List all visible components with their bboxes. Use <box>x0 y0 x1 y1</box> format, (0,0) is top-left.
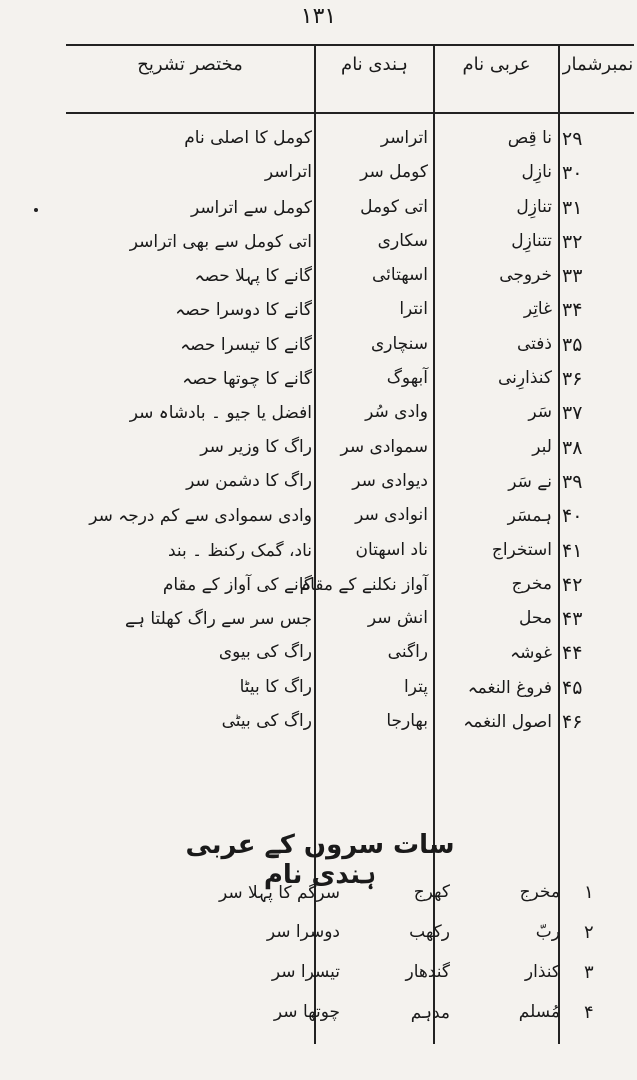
cell-hindi: ناد اسھتان <box>355 539 428 560</box>
table-row <box>0 673 637 707</box>
cell-hindi: سکاری <box>377 230 428 251</box>
cell-description: راگ کی بیوی <box>218 642 312 663</box>
page-number: ۱۳۱ <box>300 4 337 29</box>
cell-arabic: غوشہ <box>510 643 552 664</box>
header-description: مختصر تشریح <box>137 54 243 75</box>
cell-arabic: تنازِل <box>516 196 552 217</box>
table-row <box>0 124 637 158</box>
cell-description: جس سر سے راگ کھلتا ہے <box>125 609 312 630</box>
cell-serial: ۳۲ <box>562 230 583 253</box>
cell-description: راگ کا دشمن سر <box>186 470 312 491</box>
table-row <box>0 570 637 604</box>
cell-description: راگ کا وزیر سر <box>200 436 312 457</box>
table-body <box>0 124 637 741</box>
cell-description: اتی کومل سے بھی اتراسر <box>129 231 312 252</box>
cell-hindi: دیوادی سر <box>352 470 428 491</box>
table-row <box>0 536 637 570</box>
cell-arabic: نازِل <box>521 162 552 183</box>
table-header-rule <box>66 112 634 114</box>
cell-hindi: کومل سر <box>360 162 428 183</box>
cell-description: اتراسر <box>264 162 312 183</box>
cell-hindi: مدہم <box>410 1003 450 1023</box>
cell-serial: ۳۹ <box>562 470 583 493</box>
table-row <box>0 876 637 916</box>
cell-arabic: مُسلم <box>518 1002 560 1022</box>
cell-serial: ۴۴ <box>562 642 583 665</box>
cell-arabic: ہمسَر <box>507 506 552 527</box>
cell-hindi: پترا <box>404 676 428 697</box>
cell-description: گانے کی آواز کے مقام <box>162 574 312 595</box>
cell-description: گانے کا چوتھا حصہ <box>182 369 312 390</box>
cell-serial: ۳۱ <box>562 196 583 219</box>
cell-description: دوسرا سر <box>266 922 340 942</box>
cell-arabic: ذفتی <box>517 333 552 354</box>
table-row <box>0 707 637 741</box>
cell-hindi: سنچاری <box>370 333 428 354</box>
cell-serial: ۲ <box>584 922 594 943</box>
cell-serial: ۳۰ <box>562 162 583 185</box>
cell-arabic: مخرج <box>519 882 560 902</box>
table-row <box>0 501 637 535</box>
cell-arabic: نا قِص <box>507 128 552 148</box>
cell-hindi: اتی کومل <box>360 196 428 217</box>
cell-arabic: فروغ النغمہ <box>467 677 552 698</box>
cell-serial: ۳۵ <box>562 333 583 356</box>
header-arabic-name: عربی نام <box>462 54 531 75</box>
cell-serial: ۴۱ <box>562 539 583 562</box>
cell-serial: ۳ <box>584 962 594 983</box>
cell-arabic: ربّ <box>535 922 560 942</box>
cell-arabic: کنذار <box>524 962 560 982</box>
cell-serial: ۳۷ <box>562 402 583 425</box>
cell-arabic: لبر <box>532 436 552 457</box>
table-row <box>0 193 637 227</box>
cell-description: راگ کی بیٹی <box>221 711 312 732</box>
table-row <box>0 158 637 192</box>
section-title: سات سروں کے عربی ہندی نام <box>185 830 455 890</box>
cell-hindi: آواز نکلنے کے مقام <box>299 574 428 595</box>
table-row <box>0 330 637 364</box>
cell-description: راگ کا بیٹا <box>239 676 312 697</box>
table-row <box>0 467 637 501</box>
cell-description: چوتھا سر <box>273 1002 340 1022</box>
cell-arabic: تتنازِل <box>511 230 552 251</box>
table-row <box>0 364 637 398</box>
cell-hindi: انش سر <box>367 608 428 629</box>
table-row <box>0 604 637 638</box>
cell-serial: ۳۴ <box>562 299 583 322</box>
cell-hindi: وادی سُر <box>365 402 428 423</box>
cell-arabic: نے سَر <box>508 471 552 492</box>
cell-arabic: خروجی <box>499 265 552 286</box>
cell-serial: ۴۳ <box>562 608 583 631</box>
cell-serial: ۴۰ <box>562 505 583 528</box>
cell-description: کومل کا اصلی نام <box>184 128 312 148</box>
cell-description: کومل سے اتراسر <box>190 197 312 218</box>
cell-description: وادی سموادی سے کم درجہ سر <box>89 506 312 527</box>
cell-arabic: مخرج <box>511 573 552 594</box>
table-row <box>0 916 637 956</box>
cell-hindi: گندھار <box>405 962 450 982</box>
cell-arabic: سَر <box>528 402 552 423</box>
cell-description: افضل یا جیو ۔ بادشاہ سر <box>129 403 312 424</box>
cell-serial: ۴۲ <box>562 573 583 596</box>
header-serial: نمبرشمار <box>562 54 634 75</box>
cell-serial: ۱ <box>584 882 594 903</box>
cell-hindi: آبھوگ <box>386 368 428 389</box>
cell-serial: ۴۵ <box>562 676 583 699</box>
table-row <box>0 996 637 1036</box>
table-row <box>0 956 637 996</box>
cell-description: ناد، گمک رکنظ ۔ بند <box>167 540 312 561</box>
cell-arabic: غاتِر <box>523 299 552 320</box>
cell-arabic: کنذارِنی <box>498 368 552 389</box>
cell-hindi: راگنی <box>387 642 428 663</box>
cell-arabic: اصول النغمہ <box>463 712 552 733</box>
cell-hindi: انوادی سر <box>355 505 428 526</box>
table-top-rule <box>66 44 634 46</box>
cell-serial: ۳۶ <box>562 368 583 391</box>
cell-serial: ۲۹ <box>562 128 583 150</box>
cell-description: گانے کا تیسرا حصہ <box>180 334 312 355</box>
cell-hindi: رکھب <box>409 922 450 942</box>
cell-description: سرگم کا پہلا سر <box>219 883 340 903</box>
cell-hindi: سموادی سر <box>340 436 428 457</box>
cell-arabic: محل <box>519 608 552 629</box>
table-row <box>0 295 637 329</box>
cell-serial: ۴۶ <box>562 711 583 734</box>
table-row <box>0 433 637 467</box>
cell-description: تیسرا سر <box>271 962 340 982</box>
cell-hindi: انترا <box>399 299 428 320</box>
cell-hindi: اتراسر <box>380 128 428 148</box>
table-row <box>0 398 637 432</box>
table-row <box>0 638 637 672</box>
section-table-body <box>0 876 637 1036</box>
cell-serial: ۴ <box>584 1002 594 1023</box>
cell-hindi: اسھتائی <box>371 265 428 286</box>
cell-hindi: بھارجا <box>386 711 428 732</box>
table-row <box>0 227 637 261</box>
cell-description: گانے کا پہلا حصہ <box>194 266 312 287</box>
cell-hindi: کھرج <box>413 882 450 902</box>
cell-description: گانے کا دوسرا حصہ <box>175 300 312 321</box>
cell-serial: ۳۳ <box>562 265 583 288</box>
cell-arabic: استخراج <box>491 539 552 560</box>
cell-serial: ۳۸ <box>562 436 583 459</box>
header-hindi-name: ہندی نام <box>341 54 408 75</box>
table-row <box>0 261 637 295</box>
